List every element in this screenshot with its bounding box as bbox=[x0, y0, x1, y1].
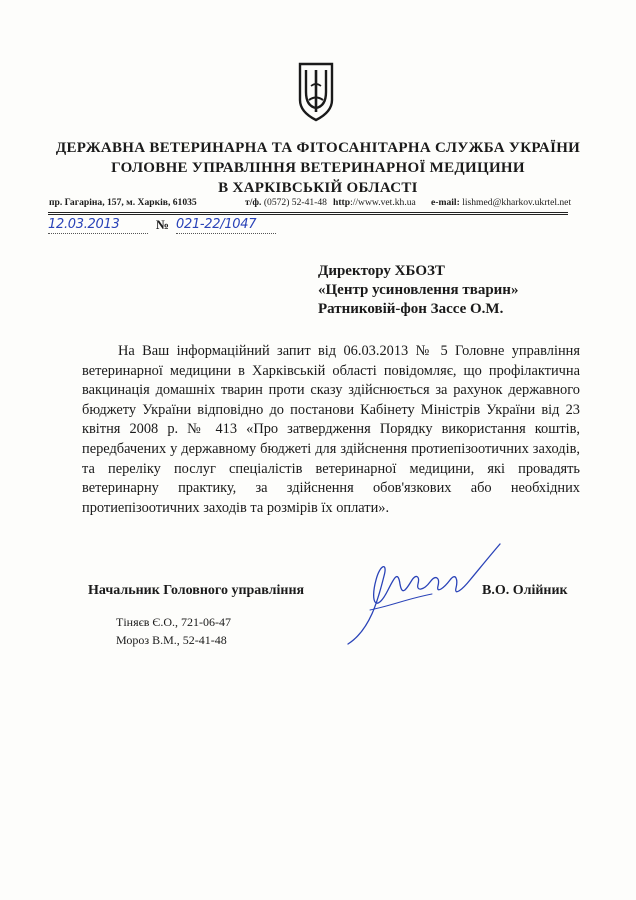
trident-emblem-icon bbox=[296, 62, 336, 122]
signatory-title: Начальник Головного управління bbox=[88, 583, 305, 598]
contact-line bbox=[49, 197, 572, 211]
executor-line1: Тіняєв Є.О., 721-06-47 bbox=[116, 615, 232, 629]
registration-line bbox=[48, 217, 308, 235]
addressee-line1: Директору ХБОЗТ bbox=[318, 263, 445, 279]
address: пр. Гагаріна, 157, м. Харків, 61035 bbox=[49, 197, 197, 208]
phone: (0572) 52-41-48 bbox=[263, 197, 327, 208]
web-label: http bbox=[333, 197, 351, 208]
executor-line2: Мороз В.М., 52-41-48 bbox=[116, 633, 227, 647]
org-name-line3: В ХАРКІВСЬКІЙ ОБЛАСТІ bbox=[218, 180, 418, 196]
org-name-line2: ГОЛОВНЕ УПРАВЛІННЯ ВЕТЕРИНАРНОЇ МЕДИЦИНИ bbox=[111, 160, 525, 176]
addressee-line3: Ратниковій-фон Зассе О.М. bbox=[318, 301, 504, 317]
header-divider bbox=[48, 214, 568, 215]
header-divider bbox=[48, 212, 568, 213]
org-name-line1: ДЕРЖАВНА ВЕТЕРИНАРНА ТА ФІТОСАНІТАРНА СЛУЖБА УКРАЇНИ bbox=[55, 140, 581, 156]
addressee-block bbox=[318, 262, 518, 319]
registration-number-label: № bbox=[156, 217, 170, 232]
letter-body: На Ваш інформаційний запит від 06.03.2013 № 5 Головне управління ветеринарної медицини в Харківській області повідомляє, що профілактична вакцинація домашніх тварин проти сказу здійснюється за рахунок державного бюджету України відповідно до постанови Кабінету Міністрів України від 23 квітня 2008 р. № 413 «Про затвердження Порядку використання коштів, передбачених у державному бюджеті для здійснення протиепізоотичних заходів, та переліку послуг спеціалістів ветеринарної медицини, які провадять ветеринарну практику, за здійснення обов'язкових або необхідних протиепізоотичних заходів та розмірів їх оплати». bbox=[82, 343, 580, 516]
email: lishmed@kharkov.ukrtel.net bbox=[462, 197, 572, 208]
executors-block bbox=[116, 613, 231, 649]
addressee-line2: «Центр усиновлення тварин» bbox=[318, 282, 519, 298]
registration-date: 12.03.2013 bbox=[48, 217, 148, 234]
phone-label: т/ф. bbox=[245, 197, 262, 208]
email-label: e-mail: bbox=[431, 197, 460, 208]
website: ://www.vet.kh.ua bbox=[350, 197, 416, 208]
signatory-name: В.О. Олійник bbox=[482, 583, 568, 598]
registration-number: 021-22/1047 bbox=[176, 217, 276, 234]
